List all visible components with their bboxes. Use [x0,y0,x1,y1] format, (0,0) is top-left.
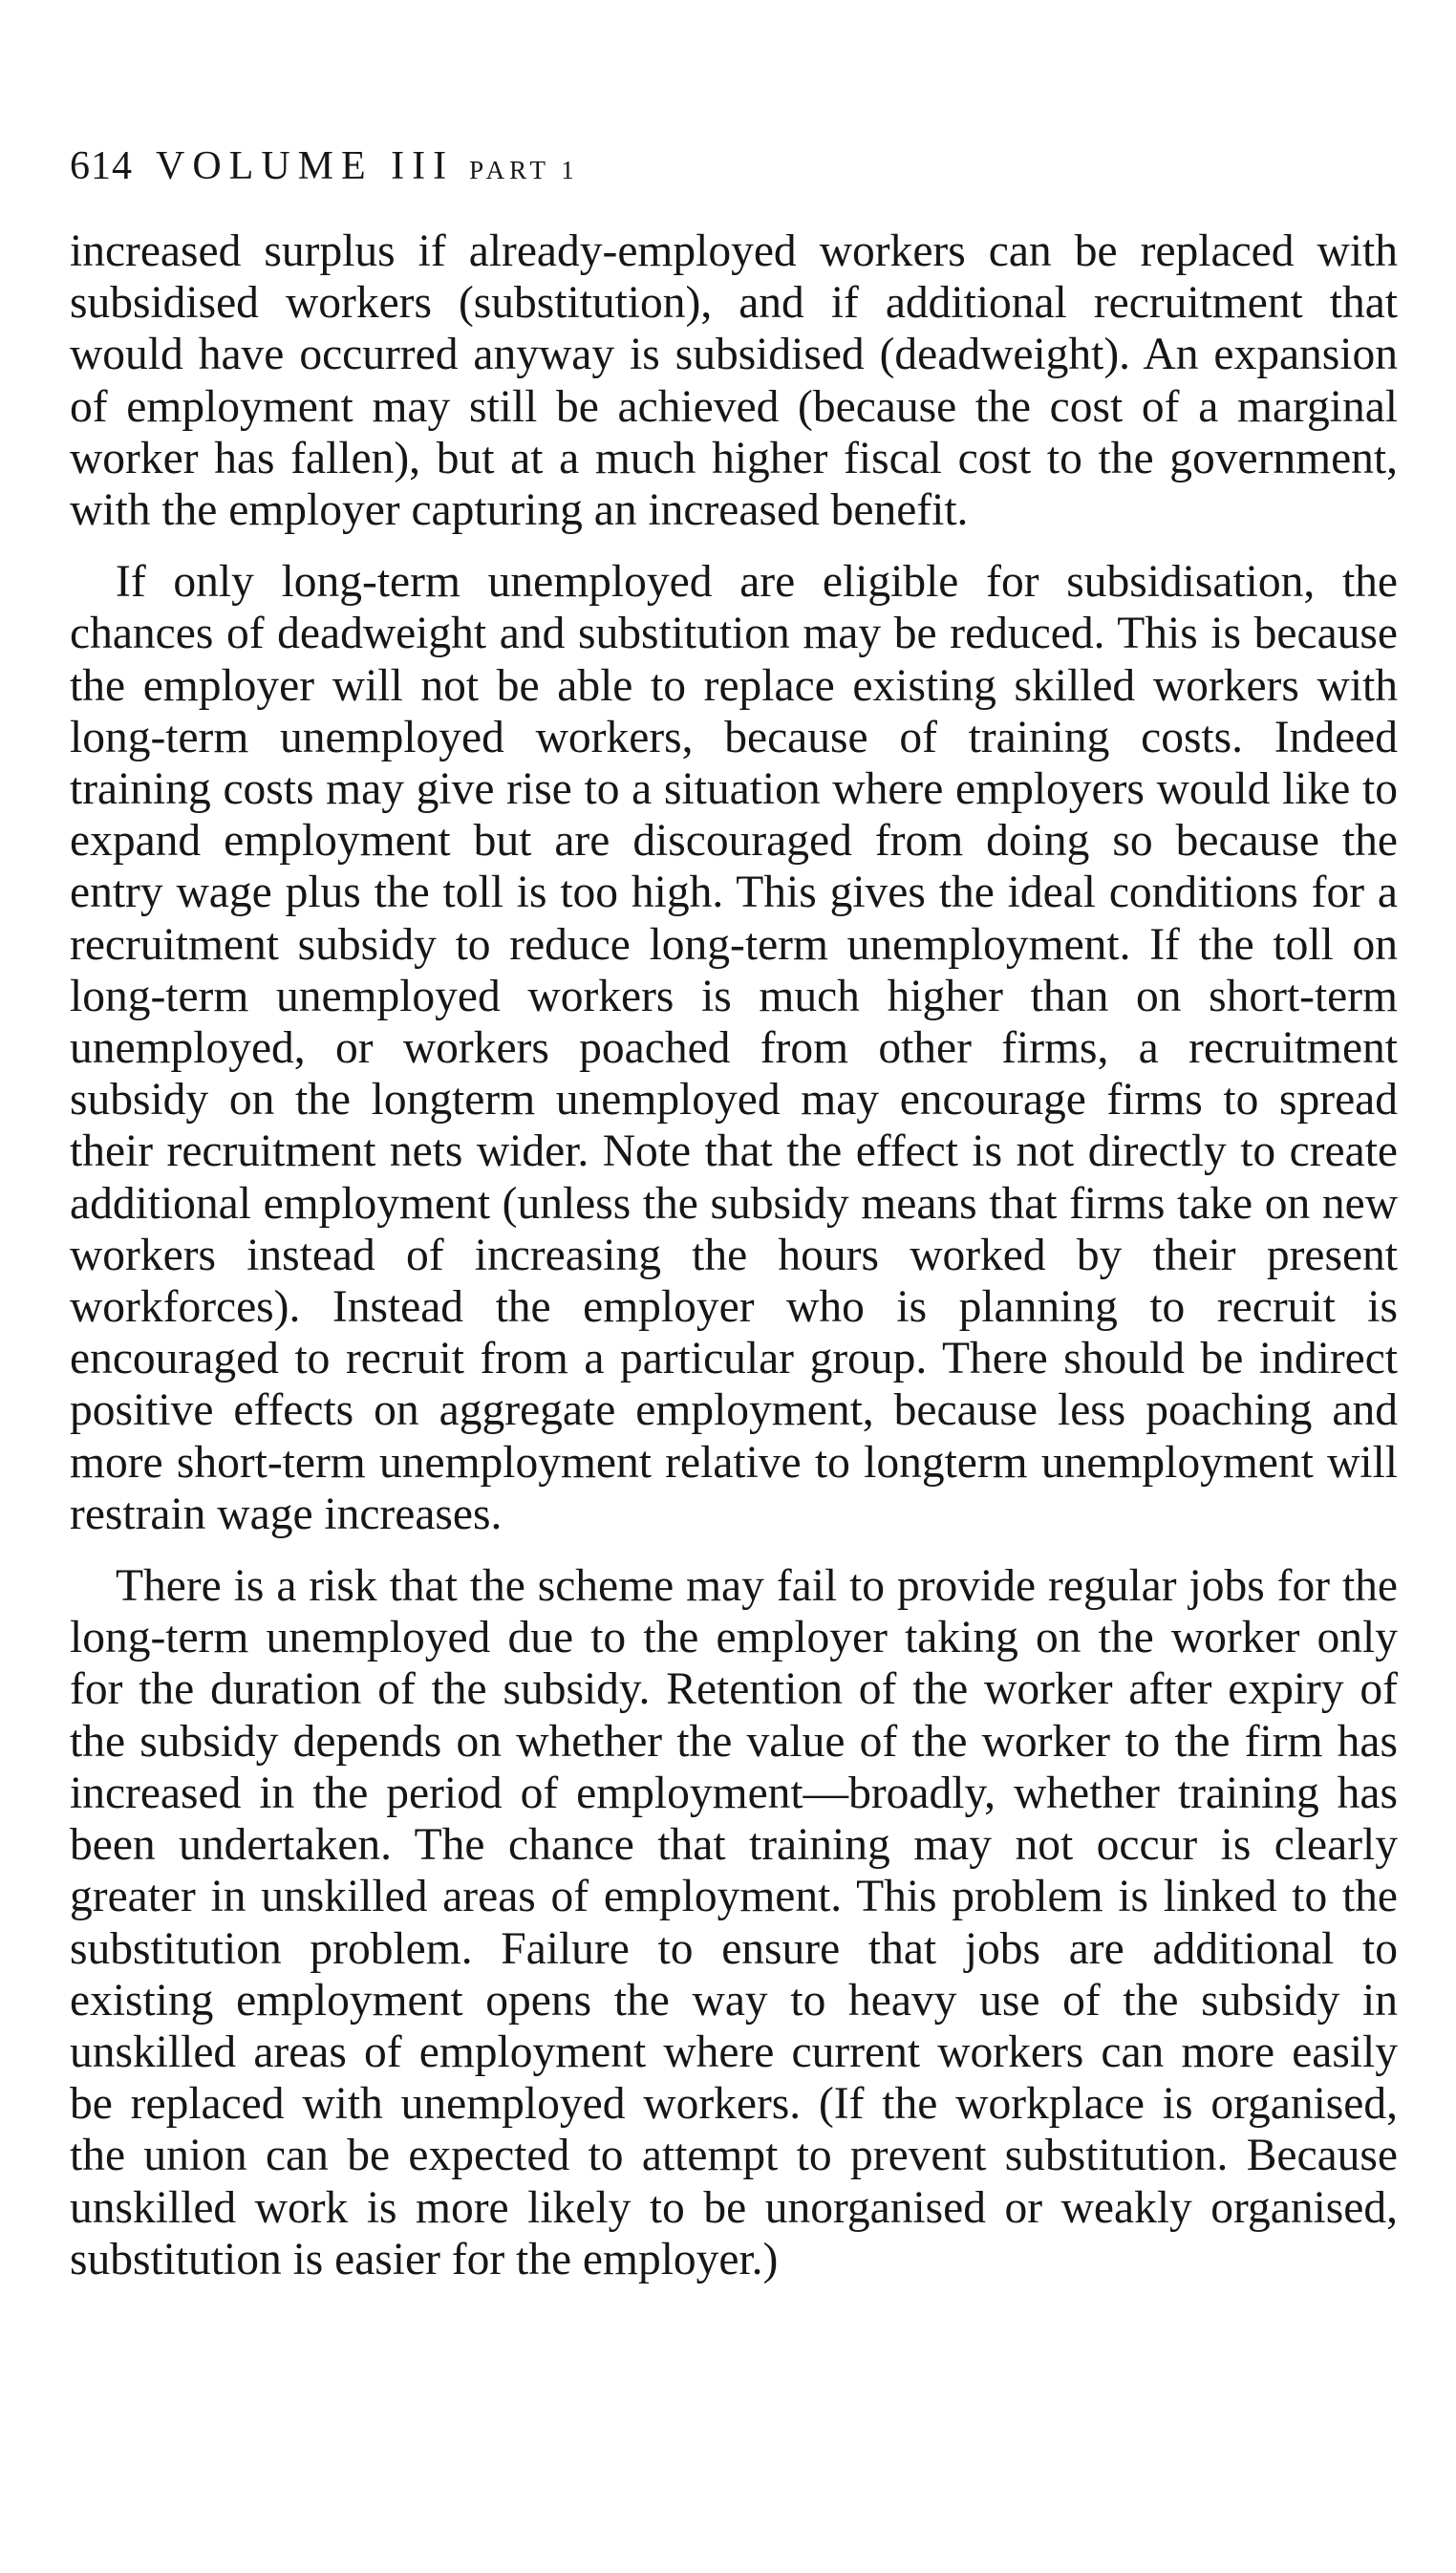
paragraph-scheme-risk: There is a risk that the scheme may fail to provide regular jobs for the long-term unemployed due to the employer taking on the worker only for the duration of the subsidy. Retention of the worker after expiry of the subsidy depends on whether the value of the worker to the firm has increased in the period of employment—broadly, whether training has been undertaken. The chance that training may not occur is clearly greater in unskilled areas of employment. This problem is linked to the substitution problem. Failure to ensure that jobs are additional to existing employment opens the way to heavy use of the subsidy in unskilled areas of employment where current workers can more easily be replaced with unemployed workers. (If the workplace is organised, the union can be expected to attempt to prevent substitution. Because unskilled work is more likely to be unorganised or weakly organised, substitution is easier for the employer.) [70,1561,1398,2284]
document-page [70,0,1398,2573]
part-label: PART 1 [469,156,579,184]
running-head [70,139,579,193]
volume-label: VOLUME III [156,144,455,188]
page-number: 614 [70,144,133,188]
paragraph-continued: increased surplus if already-employed workers can be replaced with subsidised workers (substitution), and if additional recruitment that would have occurred anyway is subsidised (deadweight). An expansion of employment may still be achieved (because the cost of a marginal worker has fallen), but at a much higher fiscal cost to the government, with the employer capturing an increased benefit. [70,226,1398,536]
body-text [70,225,1398,2285]
paragraph-long-term-unemployed: If only long-term unemployed are eligible for subsidisation, the chances of deadweight and substitution may be reduced. This is because the employer will not be able to replace existing skilled workers with long-term unemployed workers, because of training costs. Indeed training costs may give rise to a situation where employers would like to expand employment but are discouraged from doing so because the entry wage plus the toll is too high. This gives the ideal conditions for a recruitment subsidy to reduce long-term unemployment. If the toll on long-term unemployed workers is much higher than on short-term unemployed, or workers poached from other firms, a recruitment subsidy on the longterm unemployed may encourage firms to spread their recruitment nets wider. Note that the effect is not directly to create additional employment (unless the subsidy means that firms take on new workers instead of increasing the hours worked by their present workforces). Instead the employer who is planning to recruit is encouraged to recruit from a particular group. There should be indirect positive effects on aggregate employment, because less poaching and more short-term unemployment relative to longterm unemployment will restrain wage increases. [70,557,1398,1539]
